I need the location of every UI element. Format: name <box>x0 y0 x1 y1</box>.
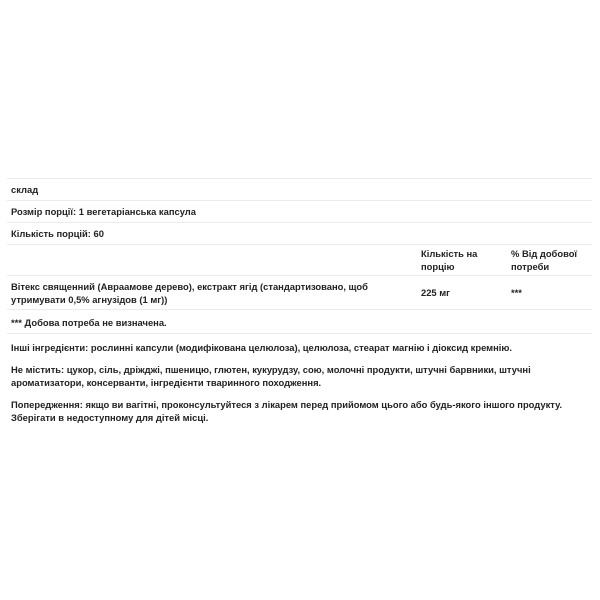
facts-heading: склад <box>7 178 592 200</box>
serving-size: Розмір порції: 1 вегетаріанська капсула <box>7 200 592 222</box>
table-row <box>7 275 592 309</box>
table-footnote: *** Добова потреба не визначена. <box>7 309 592 334</box>
table-header-row <box>7 244 592 275</box>
does-not-contain: Не містить: цукор, сіль, дріжджі, пшеницю, глютен, кукурудзу, сою, молочні продукти, штучні барвники, штучні ароматизатори, консерванти, інгредієнти тваринного походження. <box>11 364 531 388</box>
column-header-amount: Кількість на порцію <box>421 248 478 272</box>
ingredient-name: Вітекс священний (Авраамове дерево), екстракт ягід (стандартизовано, щоб утримувати 0,5% агнузідов (1 мг)) <box>11 280 368 305</box>
supplement-facts-table <box>7 178 592 334</box>
servings-per-container: Кількість порцій: 60 <box>7 222 592 244</box>
product-notes <box>7 341 592 433</box>
other-ingredients: Інші інгредієнти: рослинні капсули (модифікована целюлоза), целюлоза, стеарат магнію і діоксид кремнію. <box>11 342 512 353</box>
warning-text: Попередження: якщо ви вагітні, проконсультуйтеся з лікарем перед прийомом цього або будь-якого іншого продукту. Зберігати в недоступному для дітей місці. <box>11 399 563 423</box>
ingredient-daily-value: *** <box>511 287 522 298</box>
column-header-daily-value: % Від добової потреби <box>511 248 578 272</box>
ingredient-amount: 225 мг <box>421 287 451 298</box>
